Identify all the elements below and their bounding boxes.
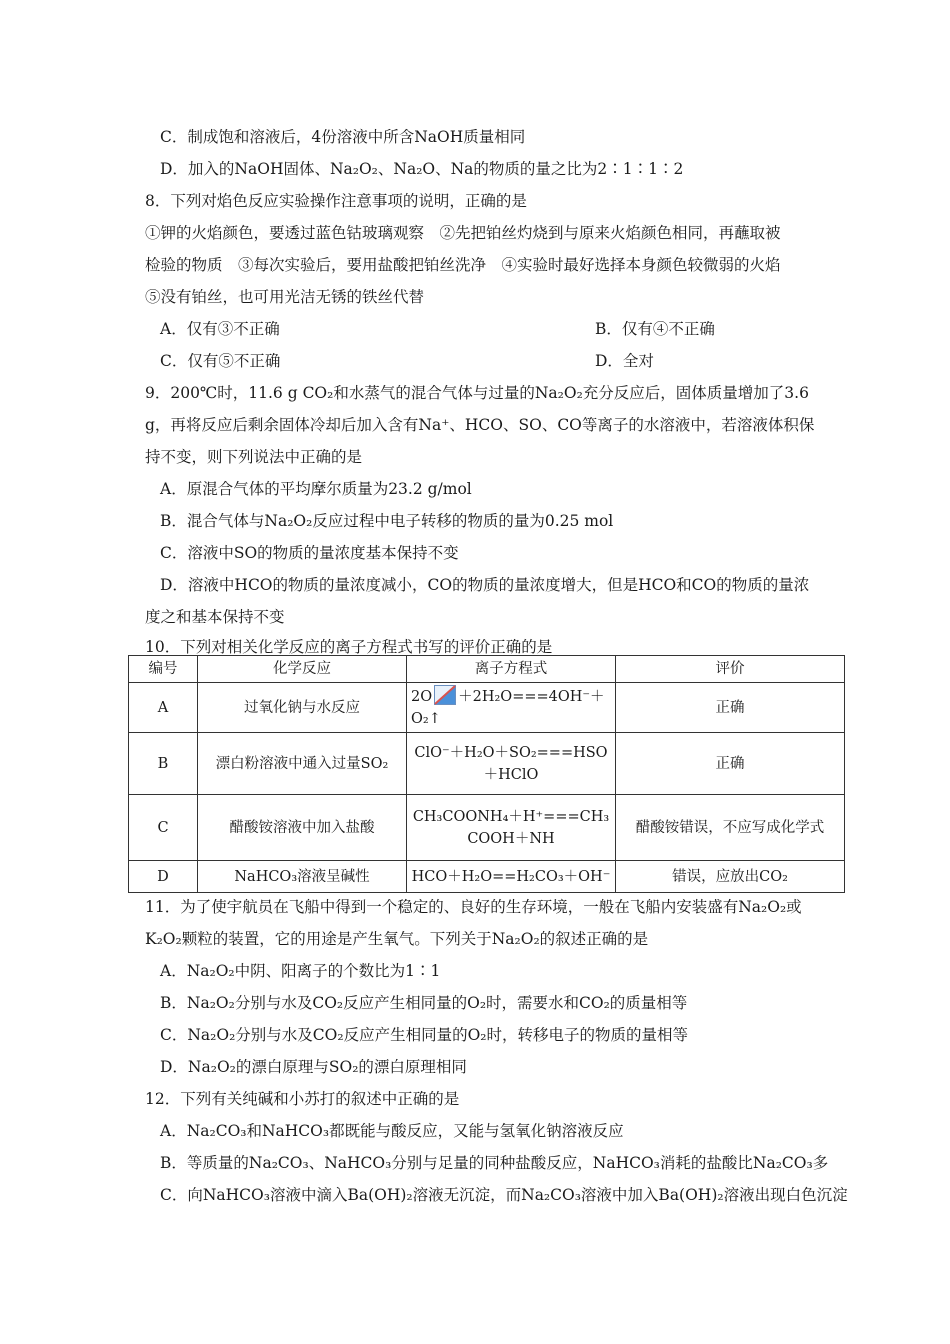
broken-image-icon bbox=[434, 685, 456, 705]
q8-stem: 8．下列对焰色反应实验操作注意事项的说明，正确的是 bbox=[145, 192, 527, 210]
q10-stem: 10．下列对相关化学反应的离子方程式书写的评价正确的是 bbox=[145, 638, 553, 656]
row-b-evaluation: 正确 bbox=[616, 733, 845, 795]
q9-option-b: B．混合气体与Na₂O₂反应过程中电子转移的物质的量为0.25 mol bbox=[160, 512, 614, 530]
q12-stem: 12．下列有关纯碱和小苏打的叙述中正确的是 bbox=[145, 1090, 460, 1108]
row-d-evaluation: 错误，应放出CO₂ bbox=[616, 861, 845, 893]
q8-statements-3: ⑤没有铂丝，也可用光洁无锈的铁丝代替 bbox=[145, 288, 425, 306]
row-a-id: A bbox=[129, 683, 198, 733]
q11-option-a: A．Na₂O₂中阴、阳离子的个数比为1∶1 bbox=[160, 962, 441, 980]
header-evaluation: 评价 bbox=[616, 656, 845, 683]
table-row bbox=[129, 795, 845, 861]
q8-statements-2: 检验的物质 ③每次实验后，要用盐酸把铂丝洗净 ④实验时最好选择本身颜色较微弱的火焰 bbox=[145, 256, 781, 274]
q8-option-b: B．仅有④不正确 bbox=[595, 320, 715, 338]
q9-stem-1: 9．200℃时，11.6 g CO₂和水蒸气的混合气体与过量的Na₂O₂充分反应后，固体质量增加了3.6 bbox=[145, 384, 809, 402]
header-id: 编号 bbox=[129, 656, 198, 683]
row-d-reaction: NaHCO₃溶液呈碱性 bbox=[198, 861, 407, 893]
row-a-equation bbox=[407, 683, 616, 733]
q12-option-c: C．向NaHCO₃溶液中滴入Ba(OH)₂溶液无沉淀，而Na₂CO₃溶液中加入Ba(OH)₂溶液出现白色沉淀 bbox=[160, 1186, 848, 1204]
q11-stem-1: 11．为了使宇航员在飞船中得到一个稳定的、良好的生存环境，一般在飞船内安装盛有Na₂O₂或 bbox=[145, 898, 802, 916]
q9-option-d-1: D．溶液中HCO的物质的量浓度减小，CO的物质的量浓度增大，但是HCO和CO的物质的量浓 bbox=[160, 576, 810, 594]
q11-option-b: B．Na₂O₂分别与水及CO₂反应产生相同量的O₂时，需要水和CO₂的质量相等 bbox=[160, 994, 688, 1012]
q8-option-d: D．全对 bbox=[595, 352, 654, 370]
q9-stem-3: 持不变，则下列说法中正确的是 bbox=[145, 448, 363, 466]
table-row bbox=[129, 683, 845, 733]
row-c-reaction: 醋酸铵溶液中加入盐酸 bbox=[198, 795, 407, 861]
table-row bbox=[129, 733, 845, 795]
q12-option-a: A．Na₂CO₃和NaHCO₃都既能与酸反应，又能与氢氧化钠溶液反应 bbox=[160, 1122, 624, 1140]
row-b-equation: ClO⁻＋H₂O＋SO₂===HSO＋HClO bbox=[407, 733, 616, 795]
q11-option-d: D．Na₂O₂的漂白原理与SO₂的漂白原理相同 bbox=[160, 1058, 467, 1076]
table-row bbox=[129, 861, 845, 893]
q9-option-d-2: 度之和基本保持不变 bbox=[145, 608, 285, 626]
q9-option-c: C．溶液中SO的物质的量浓度基本保持不变 bbox=[160, 544, 459, 562]
row-a-evaluation: 正确 bbox=[616, 683, 845, 733]
row-b-reaction: 漂白粉溶液中通入过量SO₂ bbox=[198, 733, 407, 795]
row-c-id: C bbox=[129, 795, 198, 861]
q12-option-b: B．等质量的Na₂CO₃、NaHCO₃分别与足量的同种盐酸反应，NaHCO₃消耗的盐酸比Na₂CO₃多 bbox=[160, 1154, 829, 1172]
q11-option-c: C．Na₂O₂分别与水及CO₂反应产生相同量的O₂时，转移电子的物质的量相等 bbox=[160, 1026, 689, 1044]
q11-stem-2: K₂O₂颗粒的装置，它的用途是产生氧气。下列关于Na₂O₂的叙述正确的是 bbox=[145, 930, 649, 948]
row-d-id: D bbox=[129, 861, 198, 893]
q8-statements-1: ①钾的火焰颜色，要透过蓝色钴玻璃观察 ②先把铂丝灼烧到与原来火焰颜色相同，再蘸取被 bbox=[145, 224, 781, 242]
q9-option-a: A．原混合气体的平均摩尔质量为23.2 g/mol bbox=[160, 480, 472, 498]
q9-stem-2: g，再将反应后剩余固体冷却后加入含有Na⁺、HCO、SO、CO等离子的水溶液中，若溶液体积保 bbox=[145, 416, 815, 434]
row-c-evaluation: 醋酸铵错误，不应写成化学式 bbox=[616, 795, 845, 861]
header-equation: 离子方程式 bbox=[407, 656, 616, 683]
q8-options-row1 bbox=[160, 318, 860, 340]
header-reaction: 化学反应 bbox=[198, 656, 407, 683]
q7-option-d: D．加入的NaOH固体、Na₂O₂、Na₂O、Na的物质的量之比为2∶1∶1∶2 bbox=[160, 160, 684, 178]
q8-options-row2 bbox=[160, 350, 860, 372]
row-d-equation: HCO＋H₂O==H₂CO₃＋OH⁻ bbox=[407, 861, 616, 893]
row-a-reaction: 过氧化钠与水反应 bbox=[198, 683, 407, 733]
row-c-equation: CH₃COONH₄＋H⁺===CH₃COOH＋NH bbox=[407, 795, 616, 861]
row-b-id: B bbox=[129, 733, 198, 795]
table-header-row bbox=[129, 656, 845, 683]
q10-table bbox=[128, 655, 845, 893]
q8-option-a: A．仅有③不正确 bbox=[160, 320, 280, 338]
row-a-equation-pre: 2O bbox=[411, 689, 433, 705]
row-a-equation-post: ＋2H₂O===4OH⁻＋O₂↑ bbox=[411, 689, 605, 727]
q7-option-c: C．制成饱和溶液后，4份溶液中所含NaOH质量相同 bbox=[160, 128, 526, 146]
q8-option-c: C．仅有⑤不正确 bbox=[160, 352, 281, 370]
